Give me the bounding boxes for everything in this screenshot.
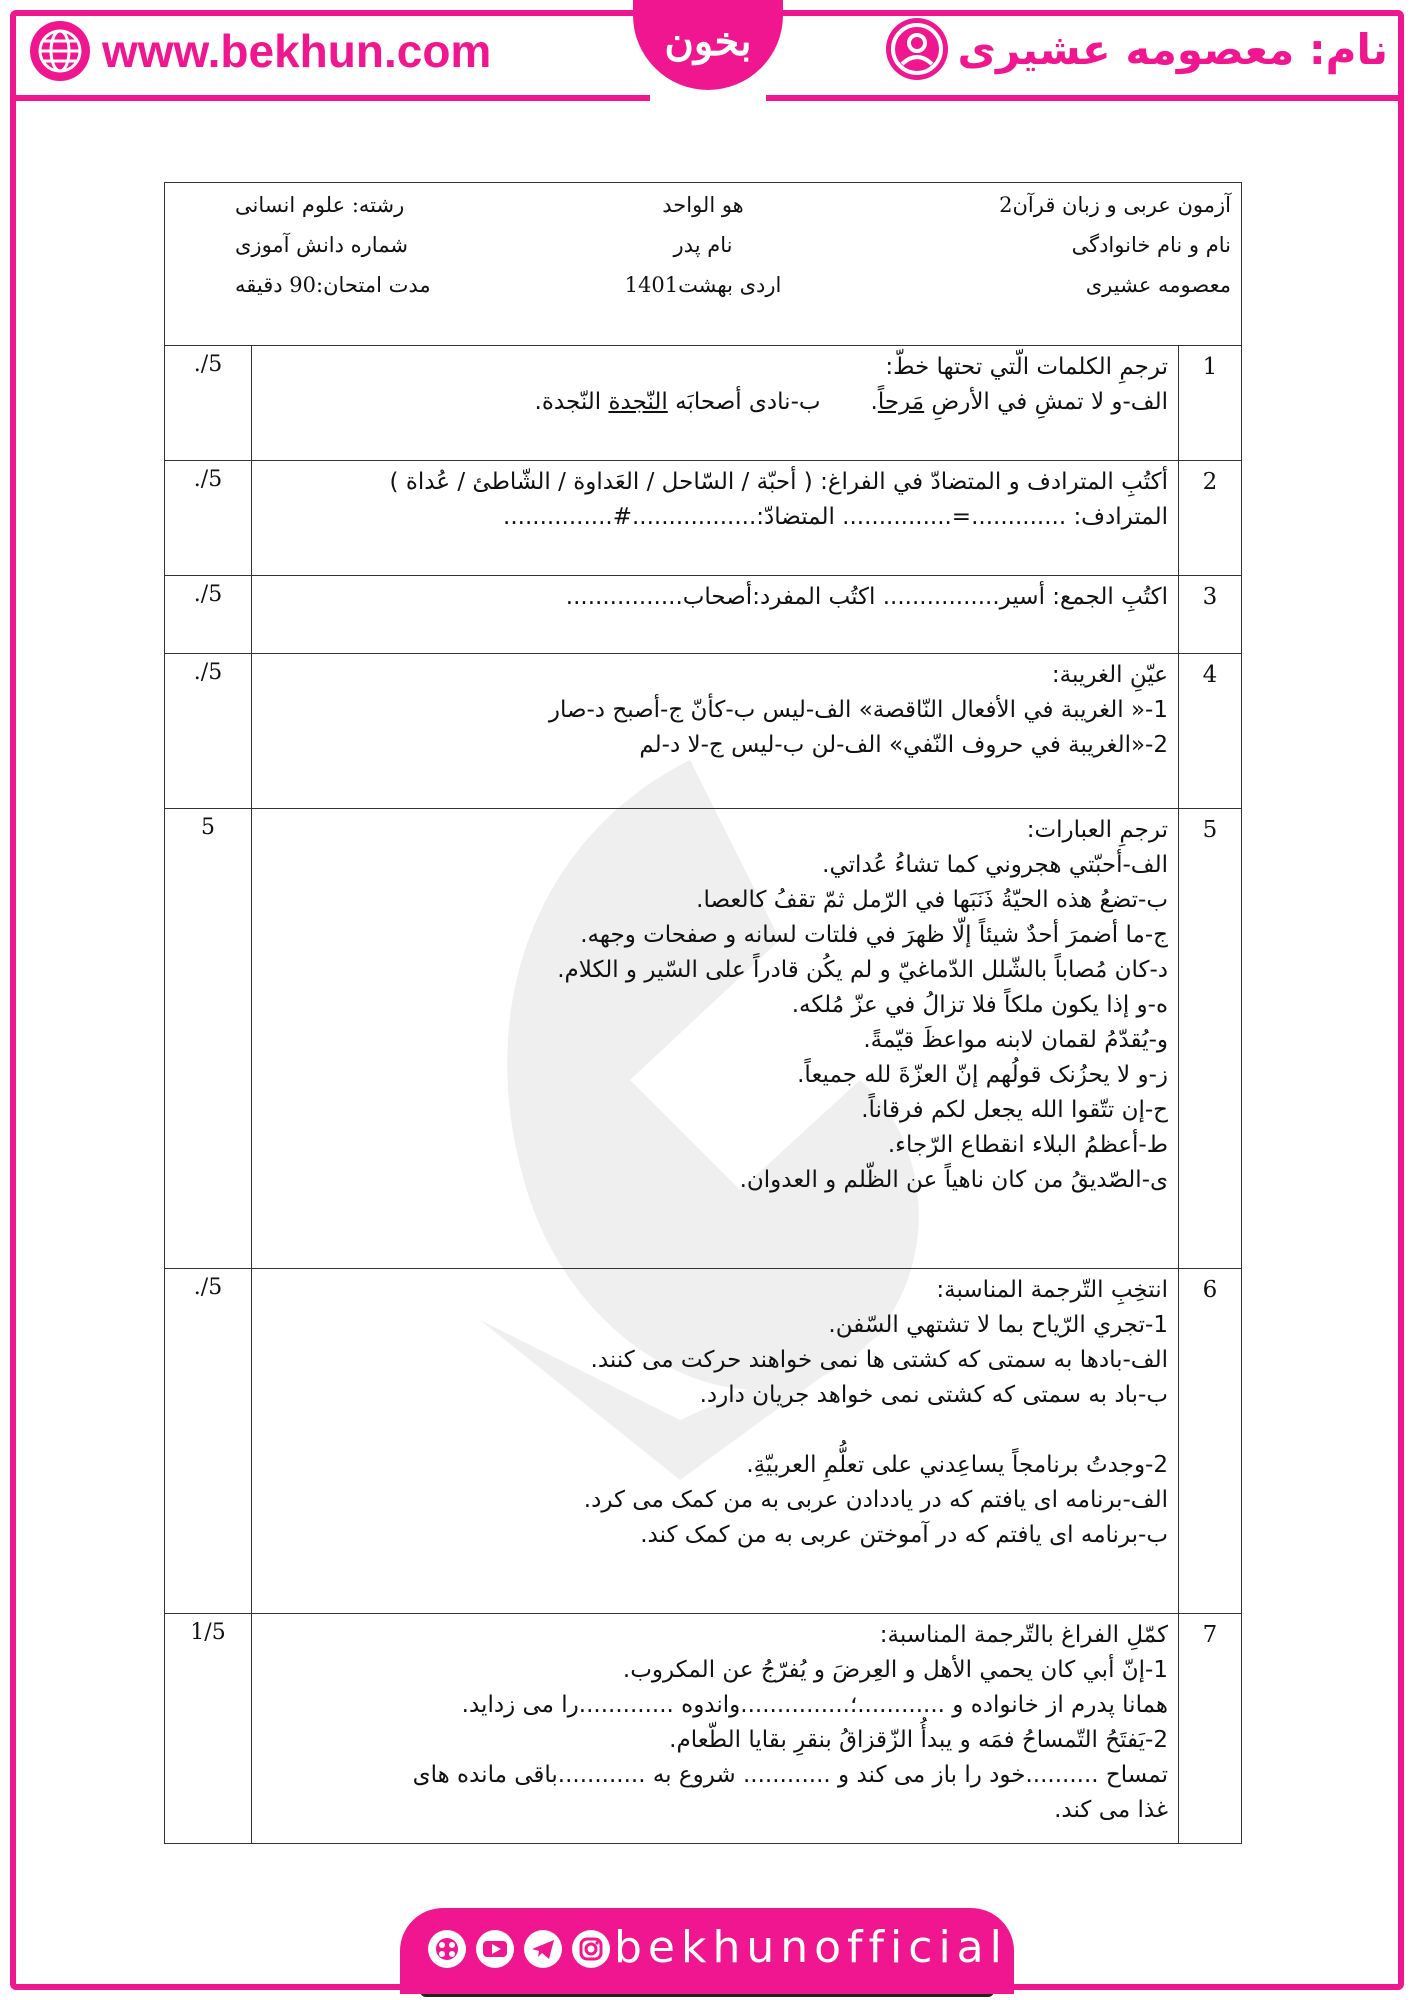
exam-heading: هو الواحد: [662, 193, 744, 217]
question-line: تمساح ..........خود را باز می کند و ............ شروع به ............باقی مانده های: [412, 1762, 1168, 1788]
question-body: [252, 654, 1179, 809]
question-line: الف-بادها به سمتی که کشتی ها نمی خواهند حرکت می کنند.: [590, 1347, 1168, 1373]
question-body: [252, 1269, 1179, 1614]
question-line: همانا پدرم از خانواده و ............؛...............واندوه .............را می زداید.: [461, 1692, 1168, 1718]
question-line: 2-وجدتُ برنامجاً یساعِدني علی تعلُّمِ العربیّةِ.: [746, 1452, 1168, 1478]
question-row-1: [165, 346, 1242, 461]
q1b-underlined: النّجدة: [608, 389, 668, 415]
label-full-name: نام و نام خانوادگی: [1071, 233, 1231, 257]
exam-info-cell: [165, 183, 1242, 346]
question-title: عيّنِ الغریبة:: [1051, 662, 1168, 688]
social-handle[interactable]: bekhunofficial: [614, 1922, 1008, 1973]
question-title: انتخِبِ التّرجمة المناسبة:: [936, 1277, 1168, 1303]
question-line: ی-الصّدیقُ من کان ناهیاً عن الظّلم و العدوان.: [739, 1167, 1168, 1193]
student-name-text: نام: معصومه عشیری: [957, 24, 1388, 74]
question-line: الف-أحبّتي هجروني کما تشاءُ عُداتي.: [822, 852, 1168, 878]
question-body: [252, 461, 1179, 576]
question-row-4: [165, 654, 1242, 809]
user-icon: [886, 18, 948, 80]
question-line: 1-إنّ أبي کان یحمي الأهل و العِرضَ و یُفرّجُ عن المکروب.: [622, 1657, 1168, 1683]
site-url[interactable]: [30, 18, 491, 84]
question-title: ترجمِ العبارات:: [1026, 817, 1168, 843]
student-name: [886, 14, 1388, 84]
question-line: 1-« الغریبة في الأفعال النّاقصة» الف-لیس ب-کأنّ ج-أصبح د-صار: [548, 697, 1168, 723]
spacer: [262, 1413, 1168, 1448]
instagram-icon[interactable]: [572, 1930, 610, 1968]
question-number: 7: [1179, 1614, 1242, 1844]
page-header: [0, 0, 1414, 100]
question-body: [252, 1614, 1179, 1844]
q1a-end: .: [870, 389, 878, 415]
question-line: الف-برنامه ای یافتم که در یاددادن عربی به من کمک می کرد.: [583, 1487, 1168, 1513]
question-row-2: [165, 461, 1242, 576]
globe-icon: [30, 21, 90, 81]
question-score: 1/5: [165, 1614, 252, 1844]
question-number: 2: [1179, 461, 1242, 576]
question-row-5: [165, 809, 1242, 1269]
question-line: ز-و لا یحزُنک قولُهم إنّ العزّةَ لله جمیعاً.: [797, 1062, 1168, 1088]
question-line: و-یُقدّمُ لقمان لابنه مواعظَ قیّمةً.: [863, 1027, 1168, 1053]
exam-info-row: [165, 183, 1242, 346]
question-number: 5: [1179, 809, 1242, 1269]
question-line: ط-أعظمُ البلاء انقطاع الرّجاء.: [887, 1132, 1168, 1158]
header-rule-left: [10, 95, 650, 101]
question-score: 5/.: [165, 346, 252, 461]
page-footer: [400, 1908, 1014, 1994]
site-url-text: www.bekhun.com: [102, 25, 492, 77]
question-line: المترادف: .............=............... المتضادّ:.................#...............: [503, 504, 1168, 530]
question-line: غذا می کند.: [1054, 1797, 1168, 1823]
question-number: 3: [1179, 576, 1242, 654]
question-line: د-کان مُصاباً بالشّلل الدّماغيّ و لم یکُن قادراً علی السّیر و الکلام.: [557, 957, 1168, 983]
telegram-icon[interactable]: [524, 1930, 562, 1968]
question-row-7: [165, 1614, 1242, 1844]
question-line: ب-باد به سمتی که کشتی نمی خواهد جریان دارد.: [699, 1382, 1168, 1408]
question-row-3: [165, 576, 1242, 654]
q1a-underlined: مَرحاً: [877, 389, 925, 415]
question-title: أکتُبِ المترادف و المتضادّ في الفراغ: ( أحبّة / السّاحل / العَداوة / الشّاطئ / عُداة ): [389, 469, 1168, 495]
question-line: ب-تضعُ هذه الحیّةُ ذَنَبَها في الرّمل ثمّ تقفُ کالعصا.: [696, 887, 1168, 913]
student-full-name: معصومه عشیری: [1085, 273, 1231, 297]
aparat-icon[interactable]: [428, 1930, 466, 1968]
question-score: 5/.: [165, 654, 252, 809]
social-icons: [428, 1930, 610, 1968]
question-row-6: [165, 1269, 1242, 1614]
question-line: 2-«الغریبة في حروف النّفي» الف-لن ب-لیس ج-لا د-لم: [639, 732, 1168, 758]
question-score: 5/.: [165, 461, 252, 576]
question-number: 4: [1179, 654, 1242, 809]
header-rule-right: [766, 95, 1404, 101]
question-line: ب-برنامه ای یافتم که در آموختن عربی به من کمک کند.: [640, 1522, 1168, 1548]
question-line: ح-إن تتّقوا الله یجعل لکم فرقاناً.: [861, 1097, 1168, 1123]
question-number: 1: [1179, 346, 1242, 461]
exam-duration: مدت امتحان:90 دقیقه: [235, 273, 431, 297]
q1a-text: الف-و لا تمشِ في الأرضِ: [924, 389, 1168, 415]
q1b-text: ب-نادى أصحابَه: [667, 389, 821, 415]
label-student-number: شماره دانش آموزی: [235, 233, 408, 257]
question-body: [252, 576, 1179, 654]
question-number: 6: [1179, 1269, 1242, 1614]
question-line: [262, 385, 1168, 420]
question-body: [252, 809, 1179, 1269]
question-line: ه-و إذا یکون ملکاً فلا تزالُ في عزّ مُلکه.: [791, 992, 1168, 1018]
brand-logo: [633, 0, 783, 90]
exam-table: [164, 182, 1242, 1844]
question-score: 5: [165, 809, 252, 1269]
q1b-end: النّجدة.: [534, 389, 609, 415]
question-line: ج-ما أضمرَ أحدٌ شیئاً إلّا ظهرَ في فلتات لسانه و صفحات وجهه.: [580, 922, 1168, 948]
label-father-name: نام پدر: [673, 233, 733, 257]
question-line: 1-تجري الرّیاح بما لا تشتهي السّفن.: [828, 1312, 1168, 1338]
brand-logo-text: بخون: [664, 18, 752, 65]
question-line: 2-یَفتَحُ التّمساحُ فمَه و یبدأُ الزّقزاقُ بنقرِ بقایا الطّعام.: [669, 1727, 1168, 1753]
question-score: 5/.: [165, 1269, 252, 1614]
question-body: [252, 346, 1179, 461]
exam-date: اردی بهشت1401: [624, 273, 782, 297]
question-title: ترجمِ الکلمات الّتي تحتها خطّ:: [885, 354, 1168, 380]
question-line: اکتُبِ الجمع: أسیر................ اکتُب المفرد:أصحاب................: [565, 584, 1168, 610]
exam-field: رشته: علوم انسانی: [235, 193, 405, 217]
exam-title: آزمون عربی و زبان قرآن2: [999, 193, 1231, 217]
youtube-icon[interactable]: [476, 1930, 514, 1968]
question-title: کمّلِ الفراغ بالتّرجمة المناسبة:: [879, 1622, 1168, 1648]
question-score: 5/.: [165, 576, 252, 654]
